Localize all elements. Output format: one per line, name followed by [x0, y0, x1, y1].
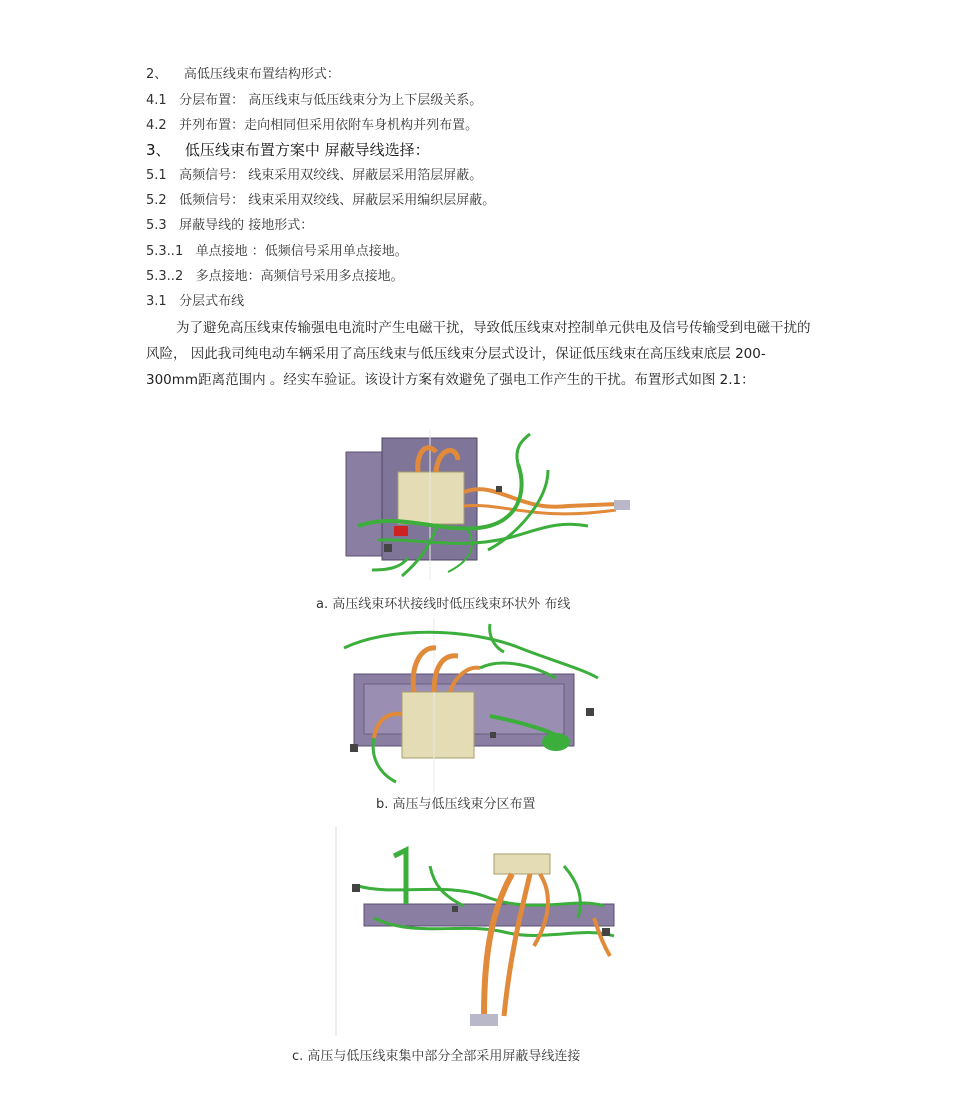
section-number: 4.2 [146, 118, 167, 133]
figure-a-image [318, 430, 640, 580]
section-text: 并列布置：走向相同但采用依附车身机构并列布置。 [179, 118, 479, 133]
section-number: 3、 [146, 141, 171, 159]
section-text: 高低压线束布置结构形式： [183, 67, 340, 82]
junction-box [398, 472, 464, 524]
figure-b-caption: b. 高压与低压线束分区布置 [376, 797, 536, 812]
section-text: 低压线束布置方案中 屏蔽导线选择： [184, 141, 430, 159]
section-number: 5.2 [146, 193, 167, 208]
section-number: 4.1 [146, 93, 167, 108]
bottom-connector [470, 1014, 498, 1026]
crossbar [364, 904, 614, 926]
section-number: 5.3 [146, 218, 167, 233]
section-4-1 [146, 92, 482, 110]
section-number: 5.3..1 [146, 244, 184, 259]
section-text: 单点接地 ：低频信号采用单点接地。 [195, 244, 408, 259]
section-5-1 [146, 167, 482, 185]
figure-b-image [330, 618, 610, 794]
junction-box [494, 854, 550, 874]
section-3 [146, 141, 430, 159]
section-5-3-2 [146, 268, 404, 286]
body-paragraph: 为了避免高压线束传输强电电流时产生电磁干扰，导致低压线束对控制单元供电及信号传输受到电磁干扰的风险， 因此我司纯电动车辆采用了高压线束与低压线束分层式设计，保证低压线束在高压线束底层 200-300mm距离范围内 。经实车验证。该设计方案有效避免了强电工作产生的干扰。布置形式如图 2.1： [146, 320, 811, 388]
junction-box [402, 692, 474, 758]
figure-a-caption: a. 高压线束环状接线时低压线束环状外 布线 [316, 597, 571, 612]
section-text: 多点接地：高频信号采用多点接地。 [195, 269, 404, 284]
section-number: 5.3..2 [146, 269, 184, 284]
red-connector [394, 526, 408, 536]
section-text: 分层布置： 高压线束与低压线束分为上下层级关系。 [179, 93, 483, 108]
figure-c-image [334, 826, 624, 1036]
section-text: 低频信号： 线束采用双绞线、屏蔽层采用编织层屏蔽。 [179, 193, 496, 208]
green-connector [542, 733, 570, 751]
section-text: 分层式布线 [179, 294, 245, 309]
section-text: 屏蔽导线的 接地形式： [179, 218, 314, 233]
section-5-3-1 [146, 243, 408, 261]
section-4-2 [146, 117, 478, 135]
section-3-1 [146, 293, 244, 311]
figure-c-caption: c. 高压与低压线束集中部分全部采用屏蔽导线连接 [292, 1049, 581, 1064]
section-5-3 [146, 217, 313, 235]
section-2 [146, 66, 340, 84]
section-number: 2、 [146, 67, 168, 82]
section-5-2 [146, 192, 495, 210]
connector-right [614, 500, 630, 510]
section-text: 高频信号： 线束采用双绞线、屏蔽层采用箔层屏蔽。 [179, 168, 483, 183]
section-number: 5.1 [146, 168, 167, 183]
section-number: 3.1 [146, 294, 167, 309]
